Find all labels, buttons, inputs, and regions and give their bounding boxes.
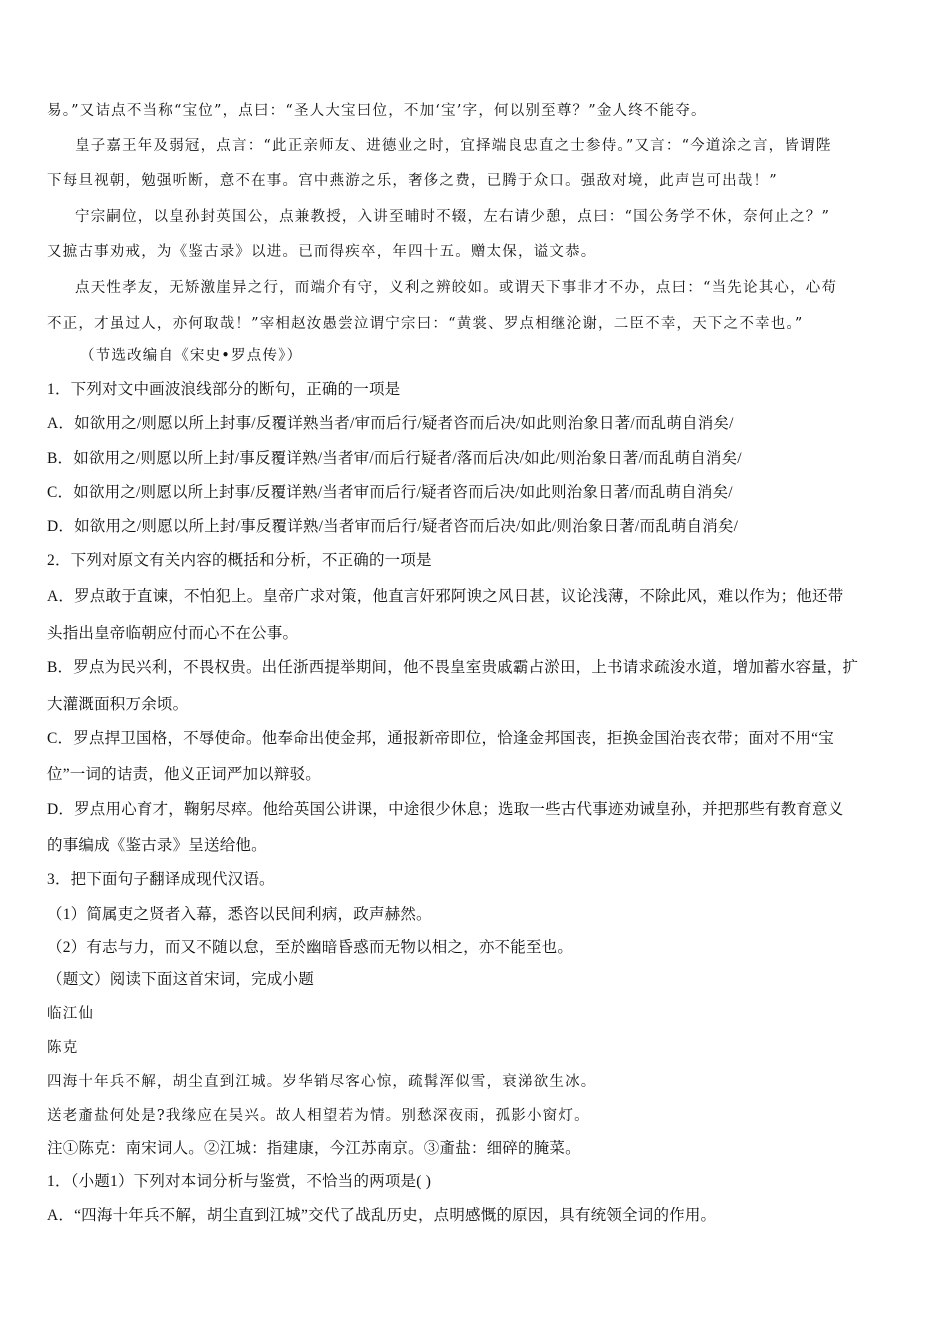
- poem-title: 临江仙: [47, 1006, 95, 1022]
- passage-paragraph-4-line-1: 点天性孝友，无矫激崖异之行，而端介有守，义利之辨皎如。或谓天下事非才不办，点曰：“当先论其心，心苟: [75, 280, 838, 296]
- passage-source: （节选改编自《宋史•罗点传》）: [80, 348, 303, 364]
- passage-paragraph-2-line-1: 皇子嘉王年及弱冠，点言：“此正亲师友、进德业之时，宜择端良忠直之士参侍。”又言：“今道涂之言，皆谓陛: [75, 138, 832, 154]
- question-3-sentence-1: （1）简属吏之贤者入幕，悉咨以民间利病，政声赫然。: [47, 906, 432, 923]
- question-2-option-c-line-1: C．罗点捍卫国格，不辱使命。他奉命出使金邦，通报新帝即位，恰逢金邦国丧，拒换金国治丧衣带；面对不用“宝: [47, 730, 834, 747]
- question-1-stem: 1．下列对文中画波浪线部分的断句，正确的一项是: [47, 381, 401, 398]
- question-2-option-d-line-1: D．罗点用心育才，鞠躬尽瘁。他给英国公讲课，中途很少休息；选取一些古代事迹劝诫皇孙，并把那些有教育意义: [47, 801, 844, 818]
- question-2-option-b-line-1: B．罗点为民兴利，不畏权贵。出任浙西提举期间，他不畏皇室贵戚霸占淤田，上书请求疏浚水道，增加蓄水容量，扩: [47, 659, 859, 676]
- passage-paragraph-1-end: 易。”又诘点不当称“宝位”，点曰：“圣人大宝曰位，不加‘宝’字，何以别至尊？”金人终不能夺。: [47, 103, 707, 119]
- question-2-option-a-line-2: 头指出皇帝临朝应付而心不在公事。: [47, 625, 299, 642]
- poem-line-2: 送老齑盐何处是?我缘应在吴兴。故人相望若为情。别愁深夜雨，孤影小窗灯。: [47, 1108, 590, 1124]
- poem-question-stem: 1．（小题1）下列对本词分析与鉴赏，不恰当的两项是( ): [47, 1173, 432, 1190]
- question-2-option-c-line-2: 位”一词的诘责，他义正词严加以辩驳。: [47, 766, 321, 783]
- question-2-stem: 2．下列对原文有关内容的概括和分析，不正确的一项是: [47, 552, 432, 569]
- poem-question-option-a: A．“四海十年兵不解，胡尘直到江城”交代了战乱历史，点明感慨的原因，具有统领全词的作用。: [47, 1207, 717, 1224]
- question-2-option-d-line-2: 的事编成《鉴古录》呈送给他。: [47, 837, 267, 854]
- question-1-option-b: B．如欲用之/则愿以所上封/事反覆详熟/当者审/而后行疑者/落而后决/如此/则治象日著/而乱萌自消矣/: [47, 450, 742, 467]
- question-1-option-c: C．如欲用之/则愿以所上封事/反覆详熟/当者审而后行/疑者咨而后决/如此则治象日著/而乱萌自消矣/: [47, 484, 733, 501]
- question-1-option-d: D．如欲用之/则愿以所上封/事反覆详熟/当者审而后行/疑者咨而后决/如此/则治象日著/而乱萌自消矣/: [47, 518, 739, 535]
- question-3-stem: 3．把下面句子翻译成现代汉语。: [47, 871, 275, 888]
- passage-paragraph-2-line-2: 下每旦视朝，勉强听断，意不在事。宫中燕游之乐，奢侈之费，已腾于众口。强敌对境，此声岂可出哉！”: [47, 173, 778, 189]
- poem-intro: （题文）阅读下面这首宋词，完成小题: [47, 971, 314, 988]
- poem-line-1: 四海十年兵不解，胡尘直到江城。岁华销尽客心惊，疏髯浑似雪，衰涕欲生冰。: [47, 1074, 597, 1090]
- passage-paragraph-3-line-2: 又摭古事劝戒，为《鉴古录》以进。已而得疾卒，年四十五。赠太保，谥文恭。: [47, 244, 597, 260]
- question-2-option-b-line-2: 大灌溉面积万余顷。: [47, 696, 189, 713]
- passage-paragraph-3-line-1: 宁宗嗣位，以皇孙封英国公，点兼教授，入讲至晡时不辍，左右请少憩，点曰：“国公务学不休，奈何止之？”: [75, 209, 831, 225]
- question-1-option-a: A．如欲用之/则愿以所上封事/反覆详熟当者/审而后行/疑者咨而后决/如此则治象日著/而乱萌自消矣/: [47, 415, 734, 432]
- question-2-option-a-line-1: A．罗点敢于直谏，不怕犯上。皇帝广求对策，他直言奸邪阿谀之风日甚，议论浅薄，不除此风，难以作为；他还带: [47, 588, 844, 605]
- question-3-sentence-2: （2）有志与力，而又不随以怠，至於幽暗昏惑而无物以相之，亦不能至也。: [47, 939, 574, 956]
- poem-author: 陈克: [47, 1040, 79, 1056]
- passage-paragraph-4-line-2: 不正，才虽过人，亦何取哉！”宰相赵汝愚尝泣谓宁宗曰：“黄裳、罗点相继沦谢，二臣不幸，天下之不幸也。”: [47, 316, 804, 332]
- poem-note: 注①陈克：南宋词人。②江城：指建康，今江苏南京。③齑盐：细碎的腌菜。: [47, 1140, 581, 1157]
